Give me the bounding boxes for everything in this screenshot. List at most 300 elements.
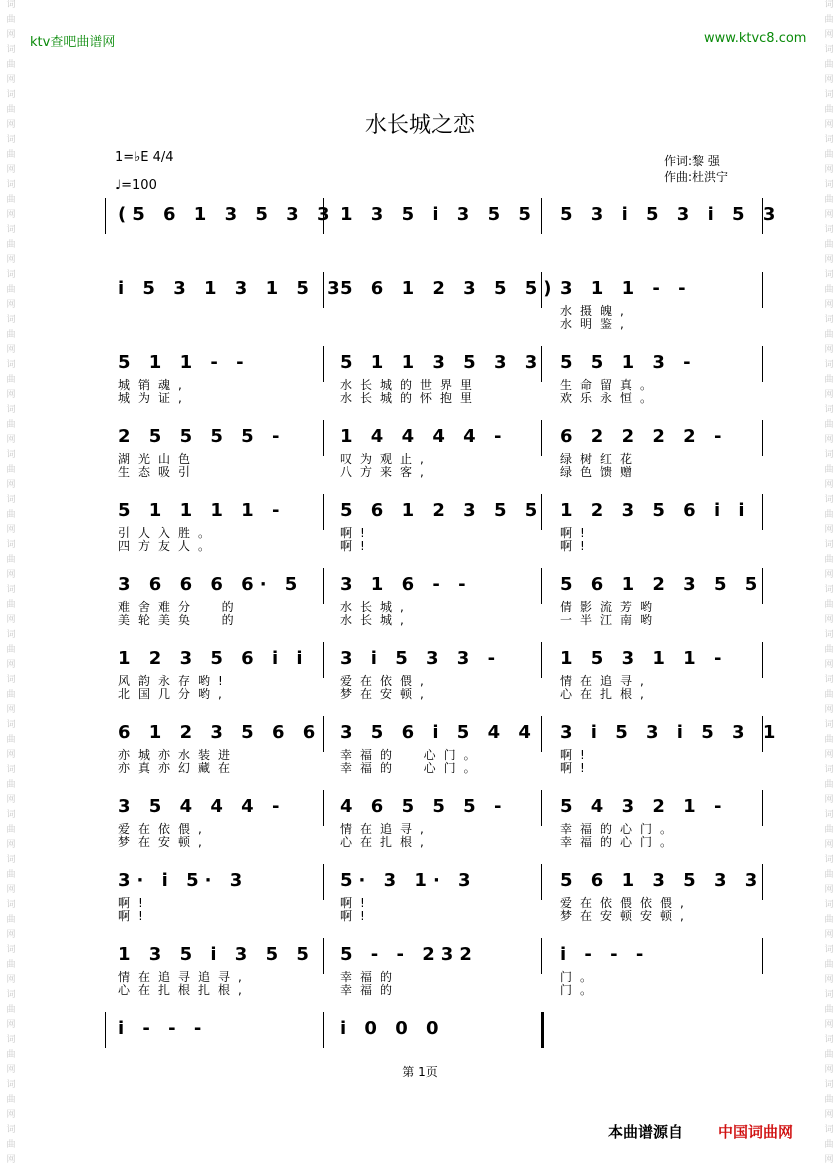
measure-notes: 3 i 5 3 3 - [340, 648, 502, 669]
watermark-char: 曲 [6, 15, 16, 25]
watermark-char: 词 [824, 0, 834, 10]
watermark-char: 曲 [824, 735, 834, 745]
lyric-line: 情在追寻追寻, [118, 970, 250, 984]
lyric-line: 情在追寻, [560, 674, 652, 688]
watermark-char: 曲 [824, 915, 834, 925]
lyric-line: 八方来客, [340, 465, 432, 479]
lyric-line: 水明鉴, [560, 317, 632, 331]
measure-notes: 5 6 1 3 5 3 3 [560, 870, 764, 891]
watermark-char: 曲 [6, 915, 16, 925]
watermark-char: 网 [824, 390, 834, 400]
tempo-marking: ♩=100 [115, 178, 157, 193]
header-site-name[interactable]: ktv查吧曲谱网 [30, 35, 116, 50]
watermark-char: 网 [824, 975, 834, 985]
barline [323, 938, 324, 974]
barline [323, 642, 324, 678]
barline [323, 790, 324, 826]
measure-notes: 5 6 1 2 3 5 5 [560, 574, 764, 595]
barline [323, 568, 324, 604]
watermark-char: 词 [824, 585, 834, 595]
score-row [0, 204, 840, 264]
lyric-line: 水长城, [340, 613, 412, 627]
barline [323, 864, 324, 900]
watermark-char: 曲 [6, 150, 16, 160]
watermark-char: 词 [824, 225, 834, 235]
watermark-char: 网 [824, 210, 834, 220]
score-row [0, 870, 840, 930]
watermark-char: 曲 [6, 465, 16, 475]
watermark-char: 网 [824, 75, 834, 85]
watermark-char: 曲 [824, 285, 834, 295]
watermark-char: 网 [6, 840, 16, 850]
measure-notes: i 5 3 1 3 1 5 3 [118, 278, 346, 299]
watermark-char: 曲 [824, 195, 834, 205]
score-row [0, 722, 840, 782]
watermark-char: 词 [824, 180, 834, 190]
lyric-line: 梦在安顿, [118, 835, 210, 849]
watermark-char: 曲 [824, 60, 834, 70]
watermark-char: 词 [824, 540, 834, 550]
watermark-char: 曲 [824, 105, 834, 115]
lyric-line: 啊! [118, 909, 151, 923]
barline [541, 420, 542, 456]
measure-notes: 1 5 3 1 1 - [560, 648, 728, 669]
measure-notes: 5 1 1 - - [118, 352, 250, 373]
lyric-line: 绿色馈赠 [560, 465, 641, 479]
watermark-char: 网 [6, 165, 16, 175]
watermark-char: 网 [6, 705, 16, 715]
watermark-char: 词 [6, 180, 16, 190]
watermark-char: 词 [824, 1035, 834, 1045]
lyric-line: 心在扎根扎根, [118, 983, 250, 997]
lyric-line: 啊! [560, 526, 593, 540]
watermark-char: 词 [824, 405, 834, 415]
key-signature: 1=♭E 4/4 [115, 150, 174, 165]
song-title: 水长城之恋 [364, 113, 475, 138]
watermark-char: 网 [824, 885, 834, 895]
watermark-char: 词 [6, 90, 16, 100]
measure-notes: 3 i 5 3 i 5 3 1 [560, 722, 782, 743]
watermark-char: 词 [824, 900, 834, 910]
measure-notes: 5 6 1 2 3 5 5 [340, 500, 544, 521]
watermark-char: 曲 [824, 375, 834, 385]
watermark-char: 曲 [6, 1005, 16, 1015]
watermark-char: 词 [6, 585, 16, 595]
watermark-char: 曲 [824, 690, 834, 700]
watermark-char: 词 [6, 810, 16, 820]
lyric-line: 啊! [560, 748, 593, 762]
lyric-line: 亦城亦水装进 [118, 748, 239, 762]
lyric-line: 城为证, [118, 391, 190, 405]
watermark-char: 词 [6, 135, 16, 145]
watermark-char: 曲 [824, 240, 834, 250]
watermark-char: 网 [6, 1110, 16, 1120]
barline [323, 198, 324, 234]
source-label: 本曲谱源自 [608, 1123, 684, 1141]
watermark-char: 网 [824, 1065, 834, 1075]
watermark-char: 曲 [6, 1095, 16, 1105]
barline [541, 272, 542, 308]
watermark-char: 词 [824, 495, 834, 505]
barline [105, 1012, 106, 1048]
score-row [0, 796, 840, 856]
watermark-char: 曲 [824, 150, 834, 160]
watermark-char: 曲 [824, 510, 834, 520]
lyric-line: 城销魂, [118, 378, 190, 392]
watermark-char: 网 [6, 750, 16, 760]
barline [762, 938, 763, 974]
measure-notes: 3· i 5· 3 [118, 870, 249, 891]
score-row [0, 648, 840, 708]
lyric-line: 四方友人。 [118, 539, 219, 553]
watermark-char: 曲 [6, 690, 16, 700]
watermark-char: 曲 [824, 420, 834, 430]
lyric-line: 啊! [340, 896, 373, 910]
measure-notes: 1 3 5 i 3 5 5 [118, 944, 315, 965]
watermark-char: 词 [6, 450, 16, 460]
measure-notes: i - - - [560, 944, 650, 965]
barline [762, 346, 763, 382]
score-row [0, 500, 840, 560]
watermark-char: 词 [824, 270, 834, 280]
measure-notes: i 0 0 0 [340, 1018, 445, 1039]
watermark-char: 网 [6, 30, 16, 40]
watermark-char: 曲 [824, 645, 834, 655]
watermark-char: 词 [824, 45, 834, 55]
watermark-char: 网 [6, 570, 16, 580]
measure-notes: 5 1 1 3 5 3 3 [340, 352, 544, 373]
watermark-char: 曲 [6, 285, 16, 295]
watermark-char: 网 [6, 120, 16, 130]
barline [105, 198, 106, 234]
lyric-line: 水摄魄, [560, 304, 632, 318]
watermark-char: 网 [824, 345, 834, 355]
measure-notes: 4 6 5 5 5 - [340, 796, 508, 817]
barline [762, 716, 763, 752]
watermark-char: 曲 [824, 555, 834, 565]
watermark-char: 词 [6, 315, 16, 325]
watermark-char: 网 [6, 390, 16, 400]
barline [762, 864, 763, 900]
barline [323, 420, 324, 456]
watermark-char: 曲 [6, 600, 16, 610]
watermark-char: 曲 [824, 960, 834, 970]
lyric-line: 幸福的 [340, 983, 401, 997]
barline [541, 642, 542, 678]
watermark-char: 网 [6, 975, 16, 985]
measure-notes: 3 1 1 - - [560, 278, 692, 299]
lyric-line: 倩影流芳哟 [560, 600, 661, 614]
watermark-char: 网 [824, 30, 834, 40]
watermark-char: 曲 [824, 870, 834, 880]
watermark-char: 网 [6, 1065, 16, 1075]
lyric-line: 情在追寻, [340, 822, 432, 836]
measure-notes: 6 1 2 3 5 6 6 [118, 722, 322, 743]
watermark-char: 曲 [824, 1005, 834, 1015]
lyric-line: 梦在安顿, [340, 687, 432, 701]
watermark-char: 网 [6, 255, 16, 265]
measure-notes: 5 1 1 1 1 - [118, 500, 286, 521]
watermark-char: 网 [6, 435, 16, 445]
watermark-char: 词 [6, 1125, 16, 1135]
watermark-char: 曲 [824, 15, 834, 25]
watermark-char: 网 [6, 345, 16, 355]
watermark-char: 词 [824, 315, 834, 325]
barline [762, 198, 763, 234]
watermark-char: 词 [6, 225, 16, 235]
measure-notes: 1 4 4 4 4 - [340, 426, 508, 447]
lyric-line: 幸福的 [340, 970, 401, 984]
lyric-line: 幸福的 心门。 [340, 761, 484, 775]
watermark-char: 曲 [824, 465, 834, 475]
watermark-char: 曲 [824, 780, 834, 790]
lyric-line: 啊! [118, 896, 151, 910]
watermark-char: 曲 [6, 1140, 16, 1150]
watermark-char: 网 [824, 840, 834, 850]
watermark-char: 曲 [6, 195, 16, 205]
lyric-line: 啊! [340, 539, 373, 553]
watermark-char: 网 [824, 165, 834, 175]
lyric-line: 爱在依偎, [118, 822, 210, 836]
watermark-char: 词 [6, 675, 16, 685]
measure-notes: 5· 3 1· 3 [340, 870, 477, 891]
watermark-char: 曲 [824, 330, 834, 340]
lyric-line: 门。 [560, 970, 601, 984]
watermark-char: 网 [824, 525, 834, 535]
watermark-char: 曲 [824, 1050, 834, 1060]
barline [541, 568, 542, 604]
watermark-char: 曲 [6, 555, 16, 565]
watermark-char: 网 [6, 930, 16, 940]
measure-notes: 3 5 6 i 5 4 4 [340, 722, 537, 743]
watermark-char: 网 [824, 435, 834, 445]
lyric-line: 水长城的世界里 [340, 378, 481, 392]
measure-notes: 1 2 3 5 6 i i [118, 648, 309, 669]
lyric-line: 幸福的心门。 [560, 822, 681, 836]
measure-notes: 3 6 6 6 6· 5 [118, 574, 304, 595]
lyric-line: 亦真亦幻藏在 [118, 761, 239, 775]
barline [762, 494, 763, 530]
lyric-line: 啊! [560, 539, 593, 553]
watermark-char: 词 [824, 675, 834, 685]
watermark-char: 词 [6, 0, 16, 10]
watermark-char: 网 [6, 480, 16, 490]
score-row [0, 426, 840, 486]
watermark-char: 词 [824, 135, 834, 145]
watermark-char: 曲 [6, 375, 16, 385]
watermark-char: 网 [6, 300, 16, 310]
watermark-char: 网 [6, 885, 16, 895]
watermark-char: 词 [6, 1080, 16, 1090]
watermark-char: 网 [824, 615, 834, 625]
watermark-char: 词 [824, 1125, 834, 1135]
watermark-char: 词 [6, 990, 16, 1000]
watermark-char: 词 [6, 270, 16, 280]
lyric-line: 叹为观止, [340, 452, 432, 466]
barline [541, 198, 542, 234]
watermark-char: 网 [824, 300, 834, 310]
watermark-char: 曲 [6, 105, 16, 115]
watermark-char: 词 [824, 90, 834, 100]
barline [323, 716, 324, 752]
watermark-char: 曲 [6, 240, 16, 250]
lyric-line: 生态吸引 [118, 465, 199, 479]
barline [541, 938, 542, 974]
lyric-line: 湖光山色 [118, 452, 199, 466]
measure-notes: 2 5 5 5 5 - [118, 426, 286, 447]
watermark-char: 网 [824, 660, 834, 670]
watermark-char: 词 [824, 720, 834, 730]
watermark-char: 词 [6, 495, 16, 505]
score-row [0, 352, 840, 412]
watermark-char: 网 [6, 210, 16, 220]
watermark-char: 曲 [6, 960, 16, 970]
lyric-line: 爱在依偎, [340, 674, 432, 688]
measure-notes: 3 5 4 4 4 - [118, 796, 286, 817]
measure-notes: 1 2 3 5 6 i i [560, 500, 751, 521]
watermark-char: 网 [6, 1020, 16, 1030]
watermark-char: 曲 [6, 645, 16, 655]
watermark-char: 网 [6, 660, 16, 670]
measure-notes: 3 1 6 - - [340, 574, 472, 595]
barline [541, 716, 542, 752]
watermark-char: 词 [6, 45, 16, 55]
watermark-char: 曲 [6, 1050, 16, 1060]
lyric-line: 一半江南哟 [560, 613, 661, 627]
watermark-char: 曲 [6, 870, 16, 880]
watermark-char: 曲 [6, 510, 16, 520]
barline [762, 272, 763, 308]
measure-notes: 6 2 2 2 2 - [560, 426, 728, 447]
score-row [0, 574, 840, 634]
lyric-line: 幸福的心门。 [560, 835, 681, 849]
lyric-line: 心在扎根, [340, 835, 432, 849]
measure-notes: 5 5 1 3 - [560, 352, 697, 373]
lyric-line: 美轮美奂 的 [118, 613, 242, 627]
watermark-char: 网 [824, 795, 834, 805]
header-site-url[interactable]: www.ktvc8.com [704, 31, 807, 46]
watermark-char: 曲 [824, 600, 834, 610]
lyric-line: 啊! [340, 909, 373, 923]
lyric-line: 北国几分哟, [118, 687, 230, 701]
watermark-char: 词 [6, 1035, 16, 1045]
lyric-line: 水长城的怀抱里 [340, 391, 481, 405]
watermark-char: 曲 [6, 825, 16, 835]
barline [323, 494, 324, 530]
lyric-line: 引人入胜。 [118, 526, 219, 540]
barline [323, 346, 324, 382]
watermark-char: 词 [824, 1080, 834, 1090]
page-number: 第 1页 [402, 1065, 438, 1079]
barline [541, 790, 542, 826]
watermark-char: 网 [6, 1155, 16, 1165]
measure-notes: (5 6 1 3 5 3 3 [118, 204, 336, 225]
measure-notes: 5 4 3 2 1 - [560, 796, 728, 817]
barline [762, 568, 763, 604]
watermark-char: 词 [6, 360, 16, 370]
lyricist-credit: 作词:黎 强 [664, 154, 720, 168]
watermark-char: 曲 [6, 735, 16, 745]
lyric-line: 风韵永存哟! [118, 674, 231, 688]
lyric-line: 梦在安顿安顿, [560, 909, 692, 923]
watermark-char: 网 [824, 570, 834, 580]
watermark-char: 网 [6, 795, 16, 805]
watermark-char: 网 [824, 705, 834, 715]
barline [323, 272, 324, 308]
measure-notes: 1 3 5 i 3 5 5 [340, 204, 537, 225]
watermark-char: 词 [824, 360, 834, 370]
watermark-char: 网 [824, 255, 834, 265]
watermark-char: 网 [824, 750, 834, 760]
watermark-char: 网 [6, 615, 16, 625]
measure-notes: 5 3 i 5 3 i 5 3 [560, 204, 782, 225]
lyric-line: 心在扎根, [560, 687, 652, 701]
measure-notes: i - - - [118, 1018, 208, 1039]
watermark-char: 网 [824, 120, 834, 130]
lyric-line: 生命留真。 [560, 378, 661, 392]
watermark-char: 网 [824, 1155, 834, 1165]
watermark-char: 网 [824, 480, 834, 490]
watermark-char: 词 [6, 405, 16, 415]
watermark-char: 曲 [6, 330, 16, 340]
barline [541, 494, 542, 530]
credits [664, 153, 728, 185]
watermark-char: 词 [824, 630, 834, 640]
lyric-line: 爱在依偎依偎, [560, 896, 692, 910]
watermark-char: 网 [6, 75, 16, 85]
watermark-char: 词 [824, 990, 834, 1000]
watermark-char: 词 [824, 765, 834, 775]
score-row [0, 944, 840, 1004]
lyric-line: 门。 [560, 983, 601, 997]
lyric-line: 绿树红花 [560, 452, 641, 466]
watermark-char: 曲 [6, 60, 16, 70]
barline [541, 1012, 544, 1048]
lyric-line: 水长城, [340, 600, 412, 614]
watermark-char: 词 [6, 945, 16, 955]
barline [323, 1012, 324, 1048]
watermark-char: 词 [6, 540, 16, 550]
lyric-line: 难舍难分 的 [118, 600, 242, 614]
watermark-char: 词 [824, 450, 834, 460]
watermark-char: 曲 [824, 1095, 834, 1105]
lyric-line: 啊! [340, 526, 373, 540]
watermark-char: 曲 [6, 420, 16, 430]
watermark-char: 词 [6, 630, 16, 640]
barline [762, 790, 763, 826]
measure-notes: 5 - - 232 [340, 944, 478, 965]
watermark-char: 词 [6, 765, 16, 775]
lyric-line: 幸福的 心门。 [340, 748, 484, 762]
watermark-char: 曲 [6, 780, 16, 790]
watermark-char: 网 [6, 525, 16, 535]
barline [541, 864, 542, 900]
lyric-line: 啊! [560, 761, 593, 775]
watermark-char: 曲 [824, 825, 834, 835]
watermark-char: 曲 [824, 1140, 834, 1150]
barline [762, 642, 763, 678]
watermark-char: 词 [824, 945, 834, 955]
watermark-char: 词 [6, 855, 16, 865]
source-name[interactable]: 中国词曲网 [718, 1123, 794, 1141]
barline [541, 346, 542, 382]
watermark-char: 网 [824, 1020, 834, 1030]
barline [762, 420, 763, 456]
measure-notes: 5 6 1 2 3 5 5) [340, 278, 558, 299]
lyric-line: 欢乐永恒。 [560, 391, 661, 405]
score-row [0, 278, 840, 338]
watermark-char: 词 [6, 720, 16, 730]
